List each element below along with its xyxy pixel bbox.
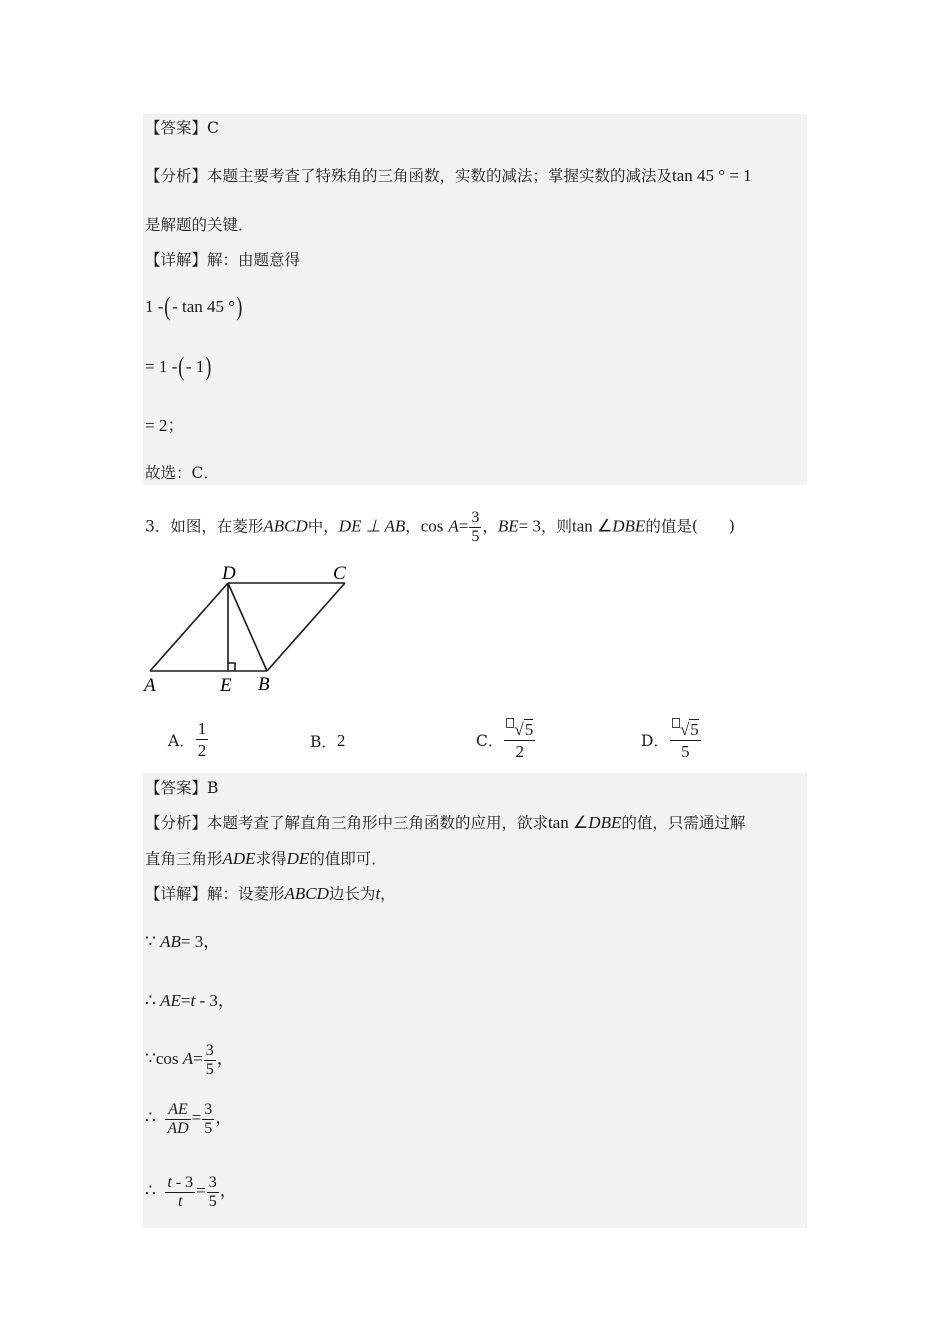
side-cb xyxy=(267,583,345,671)
step-2-lead: = 1 - xyxy=(145,357,178,376)
therefore-symbol: ∴ xyxy=(145,1108,156,1127)
step-therefore-ae xyxy=(145,991,235,1011)
numerator: 3 xyxy=(471,509,480,526)
comma: ， xyxy=(405,517,421,536)
equals: = xyxy=(458,516,469,536)
equals: = xyxy=(191,1108,202,1127)
question-text-b: 中， xyxy=(307,517,339,536)
analysis-line-2 xyxy=(145,813,745,833)
label-e: E xyxy=(220,675,232,696)
option-c-letter: C． xyxy=(476,732,504,750)
analysis-line-1 xyxy=(145,166,752,186)
step-2-inner: - 1 xyxy=(185,357,205,376)
ratio-fraction xyxy=(202,1101,214,1138)
detail-text-b: 边长为 xyxy=(328,885,376,903)
denominator: t xyxy=(177,1192,183,1210)
cos-fraction xyxy=(469,509,481,546)
option-b[interactable] xyxy=(310,730,345,752)
step-ratio-ae-ad xyxy=(145,1098,232,1138)
analysis-text-a: 本题考查了解直角三角形中三角函数的应用，欲求 xyxy=(207,814,549,832)
option-a-letter: A． xyxy=(168,731,195,750)
numerator xyxy=(165,1174,195,1193)
ae-over-ad xyxy=(165,1101,190,1138)
step-because-ab xyxy=(145,932,220,952)
option-c[interactable] xyxy=(476,718,536,762)
therefore-symbol: ∴ xyxy=(145,1181,156,1200)
radicand: 5 xyxy=(524,720,534,739)
detail-line-2 xyxy=(145,884,396,904)
step-1-lead: 1 - xyxy=(145,297,164,316)
analysis-tag: 【分析】 xyxy=(145,167,208,185)
cos-label: cos xyxy=(155,1049,179,1068)
label-b: B xyxy=(258,674,270,695)
right-angle-mark xyxy=(228,663,235,671)
denominator: 2 xyxy=(515,742,525,761)
because-symbol: ∵ xyxy=(145,932,156,951)
label-d: D xyxy=(222,563,236,584)
detail-line-1 xyxy=(145,250,300,270)
answer-tag: 【答案】 xyxy=(145,119,208,137)
right-paren: ) xyxy=(236,292,243,321)
var-dbe: DBE xyxy=(588,813,622,832)
equals: = xyxy=(180,991,191,1010)
var-be: BE xyxy=(497,516,519,536)
analysis-line2-b: 求得 xyxy=(255,850,287,868)
comma: ， xyxy=(216,1049,234,1068)
ae-rest: - 3， xyxy=(199,991,235,1010)
detail-text: 解：由题意得 xyxy=(207,251,301,269)
denominator: 5 xyxy=(205,1060,214,1078)
right-paren: ) xyxy=(205,352,212,381)
denominator: AD xyxy=(167,1119,189,1137)
analysis-line2-c: 的值即可． xyxy=(309,850,387,868)
because-symbol: ∵ xyxy=(145,1049,156,1068)
question-text-a: 如图，在菱形 xyxy=(170,517,264,536)
comma: ， xyxy=(380,885,396,903)
numerator: √5 xyxy=(504,718,535,741)
step-3: = 2； xyxy=(145,416,185,435)
option-b-letter: B． xyxy=(310,733,337,751)
segment-db xyxy=(228,583,267,671)
therefore-symbol: ∴ xyxy=(145,991,156,1010)
denominator: 2 xyxy=(197,741,207,760)
numerator-rest: - 3 xyxy=(175,1173,194,1191)
var-ae: AE xyxy=(160,991,181,1010)
option-b-value: 2 xyxy=(336,731,346,750)
option-a[interactable] xyxy=(168,718,209,761)
rhombus-figure xyxy=(140,560,360,700)
question-number: 3． xyxy=(145,517,171,536)
option-d-fraction xyxy=(670,718,701,762)
left-paren: ( xyxy=(164,292,171,321)
var-a: A xyxy=(448,516,459,536)
cos-fraction xyxy=(204,1042,216,1079)
option-c-fraction xyxy=(504,718,535,762)
answer-value: B xyxy=(207,779,219,797)
comma: ， xyxy=(215,1108,233,1127)
cos-label: cos xyxy=(420,516,444,536)
detail-text: 解：设菱形 xyxy=(207,885,285,903)
equals: = xyxy=(196,1181,206,1200)
analysis-line2-a: 直角三角形 xyxy=(145,850,223,868)
denominator: 5 xyxy=(681,742,690,761)
numerator: √5 xyxy=(670,718,701,741)
var-ab: AB xyxy=(160,932,181,951)
numerator: 3 xyxy=(204,1100,213,1118)
analysis-tag: 【分析】 xyxy=(145,814,208,832)
var-dbe: DBE xyxy=(612,516,646,536)
var-t: t xyxy=(190,991,196,1010)
answer-line-2 xyxy=(145,778,218,798)
comma: ， xyxy=(482,517,498,536)
denominator: 5 xyxy=(471,528,480,545)
option-a-fraction xyxy=(196,718,209,761)
var-de-perp-ab: DE ⊥ AB xyxy=(338,516,406,536)
step-1-inner: - tan 45 ° xyxy=(172,297,236,316)
tan-label: tan ∠ xyxy=(548,813,589,832)
analysis-text-b: 的值，只需通过解 xyxy=(621,814,746,832)
root-index-box xyxy=(506,718,514,728)
question-3 xyxy=(145,509,735,546)
question-text-c: ，则 xyxy=(540,517,572,536)
detail-tag: 【详解】 xyxy=(145,251,208,269)
var-abcd: ABCD xyxy=(263,516,308,536)
ab-value: = 3， xyxy=(180,932,221,951)
step-1 xyxy=(145,292,244,321)
comma: ， xyxy=(219,1181,237,1200)
radicand: 5 xyxy=(690,720,699,739)
t-minus-3-over-t xyxy=(165,1174,195,1211)
numerator: 3 xyxy=(205,1041,214,1059)
var-t: t xyxy=(375,884,381,903)
answer-tag: 【答案】 xyxy=(145,779,208,797)
solution-panel-2 xyxy=(143,773,807,1228)
label-c: C xyxy=(333,563,346,584)
analysis-text: 本题主要考查了特殊角的三角函数，实数的减法；掌握实数的减法及 xyxy=(207,167,673,185)
equals: = xyxy=(193,1049,203,1068)
conclusion-1: 故选：C． xyxy=(145,464,219,482)
step-because-cos xyxy=(145,1040,234,1079)
label-a: A xyxy=(144,675,156,696)
step-2 xyxy=(145,352,213,381)
numerator: 3 xyxy=(208,1173,217,1191)
side-ad xyxy=(150,583,228,671)
numerator: 1 xyxy=(197,719,207,738)
ratio-fraction xyxy=(207,1174,219,1211)
tan-label: tan ∠ xyxy=(572,516,613,536)
step-ratio-t xyxy=(145,1171,237,1211)
question-text-d: 的值是( ) xyxy=(645,517,735,536)
numerator: AE xyxy=(165,1101,190,1120)
analysis-line-3 xyxy=(145,849,387,869)
denominator: 5 xyxy=(208,1192,217,1210)
answer-value: C xyxy=(207,119,219,137)
detail-tag: 【详解】 xyxy=(145,885,208,903)
denominator: 5 xyxy=(204,1119,213,1137)
analysis-formula: tan 45 ° = 1 xyxy=(672,166,752,185)
root-index-box xyxy=(672,718,680,728)
option-d-letter: D． xyxy=(641,732,669,750)
var-ade: ADE xyxy=(222,849,256,868)
var-abcd: ABCD xyxy=(284,884,329,903)
analysis-tail: 是解题的关键． xyxy=(145,216,254,234)
var-de: DE xyxy=(286,849,310,868)
var-a: A xyxy=(182,1049,194,1068)
left-paren: ( xyxy=(178,352,185,381)
answer-line-1 xyxy=(145,118,219,138)
be-value: = 3 xyxy=(518,516,541,536)
option-d[interactable] xyxy=(641,718,702,762)
var-t: t xyxy=(167,1173,172,1191)
